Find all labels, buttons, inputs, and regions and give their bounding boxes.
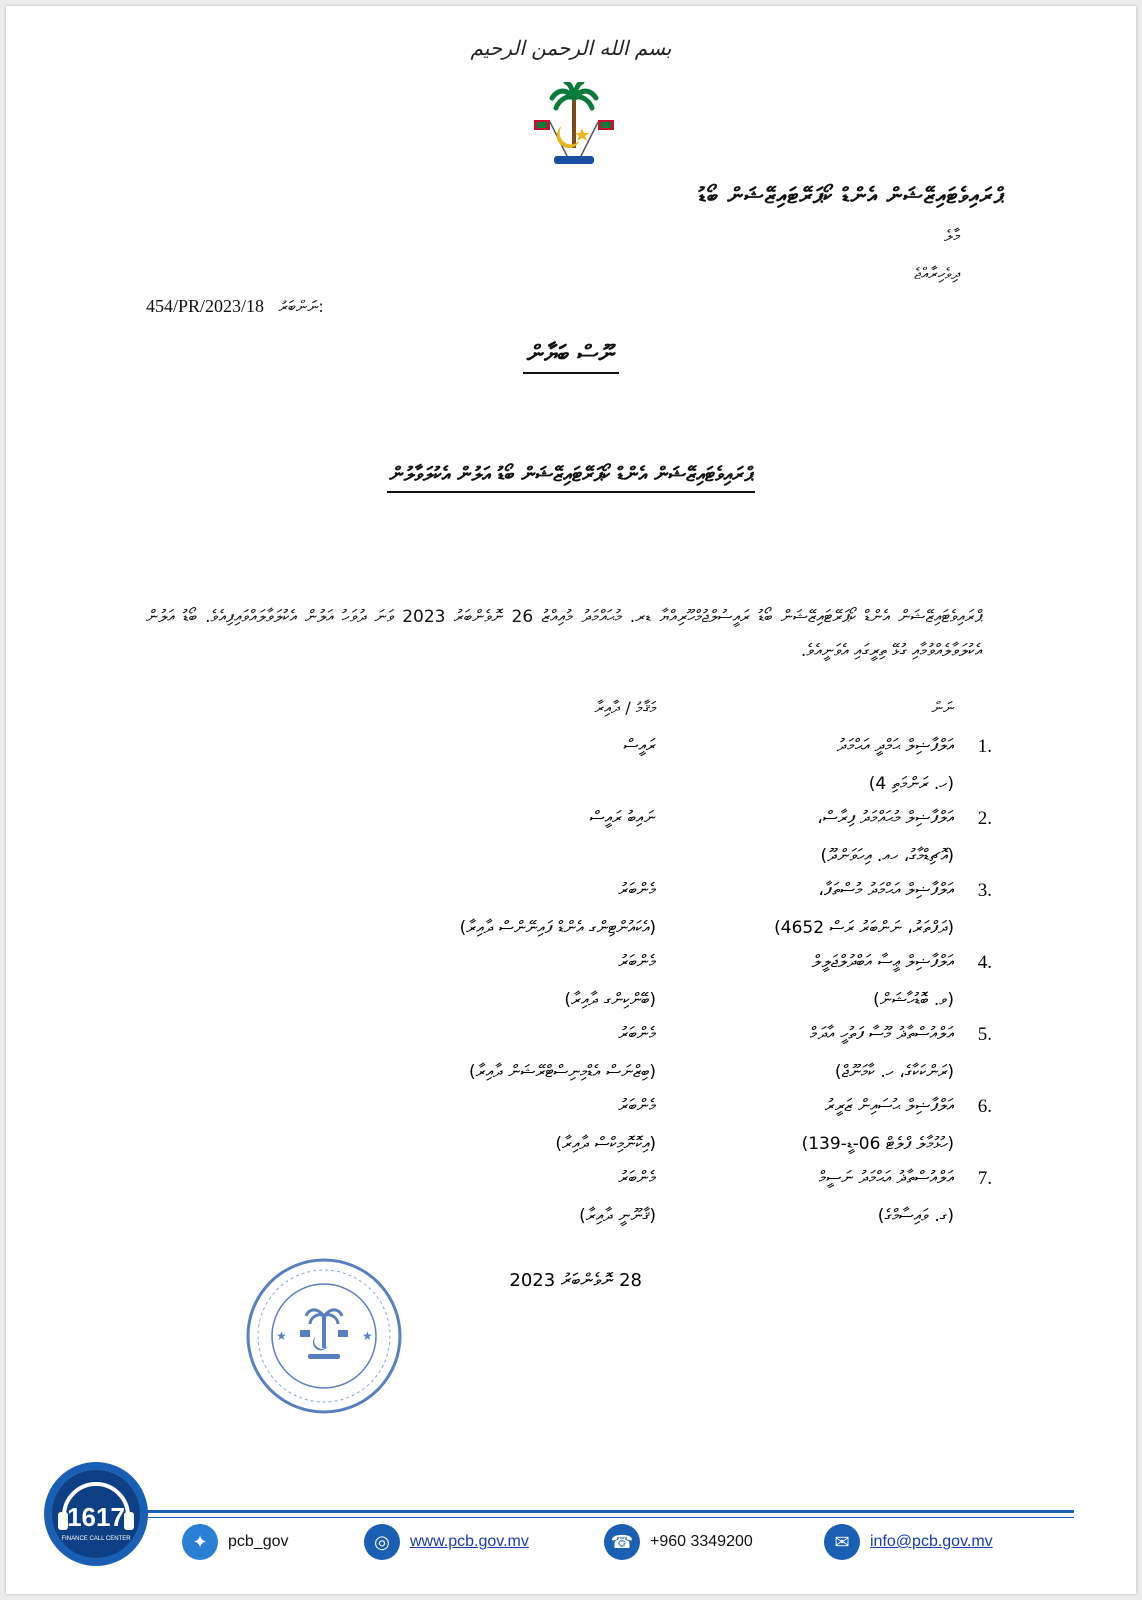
svg-text:★: ★ xyxy=(276,1329,287,1343)
member-field: (ބޭންކިންގ ދާއިރާ) xyxy=(564,990,656,1010)
state-emblem-icon xyxy=(526,82,622,172)
footer-divider-thin xyxy=(146,1517,1074,1518)
member-field: (ބިޒްނަސް އެޑްމިނިސްޓްރޭޝަން ދާއިރާ) xyxy=(468,1062,656,1082)
member-address: (ހުޅުމާލެ ފްލެޓް 06-ޑީ-139) xyxy=(801,1134,954,1154)
member-position: މެންބަރު xyxy=(618,1024,656,1044)
footer-divider xyxy=(146,1510,1074,1513)
organization-name: ޕްރައިވެޓައިޒޭޝަން އެންޑް ކޯޕަރޭޓައިޒޭޝަން ބޯޑު xyxy=(698,184,1004,209)
member-position: މެންބަރު xyxy=(618,880,656,900)
member-name: އަލްފާޟިލް މުޙައްމަދު ފިރާސް، xyxy=(817,808,954,828)
document-type xyxy=(6,340,1136,368)
document-type-label: ނޫސް ބަޔާން xyxy=(523,340,619,374)
member-number: 4. xyxy=(977,952,992,973)
member-address: (އޮޗިޑްމާގު، ހއ. އިހަވަންދޫ) xyxy=(820,846,954,866)
member-address: (ގ. ވައިސާމްގެ) xyxy=(877,1206,954,1226)
phone-number: +960 3349200 xyxy=(650,1533,753,1550)
member-number: 6. xyxy=(977,1096,992,1117)
reference-number-value: 454/PR/2023/18 xyxy=(146,296,265,316)
member-position: މެންބަރު xyxy=(618,952,656,972)
member-position: ނައިބު ރައީސް xyxy=(589,808,656,828)
document-page xyxy=(6,6,1136,1594)
website-link[interactable]: www.pcb.gov.mv xyxy=(410,1533,529,1550)
svg-text:★: ★ xyxy=(362,1329,373,1343)
column-header-position: މަޤާމު / ދާއިރާ xyxy=(594,698,656,717)
member-field: (އެކައުންޓިންގ އެންޑް ފައިނޭންސް ދާއިރާ) xyxy=(459,918,656,938)
document-subject-text: ޕްރައިވެޓައިޒޭޝަން އެންޑް ކޯޕަރޭޓައިޒޭޝަން ބޯޑު އަލުން އެކުލަވާލުން xyxy=(387,462,754,493)
official-seal-icon xyxy=(244,1256,404,1416)
member-position: ރައީސް xyxy=(623,736,656,756)
member-position: މެންބަރު xyxy=(618,1096,656,1116)
document-date: 28 ނޮވެންބަރު 2023 xyxy=(509,1270,642,1291)
country-name: ދިވެހިރާއްޖެ xyxy=(914,264,960,283)
member-number: 5. xyxy=(977,1024,992,1045)
basmala: بسم الله الرحمن الرحيم xyxy=(470,36,672,60)
twitter-contact[interactable] xyxy=(182,1524,289,1560)
reference-number-label: ނަންބަރު: xyxy=(278,297,324,316)
twitter-icon: ✦ xyxy=(182,1524,218,1560)
phone-icon: ☎ xyxy=(604,1524,640,1560)
call-center-label: FINANCE CALL CENTER xyxy=(61,1536,131,1542)
member-number: 3. xyxy=(977,880,992,901)
twitter-handle: pcb_gov xyxy=(228,1533,289,1550)
reference-number xyxy=(146,296,324,317)
member-address: (ދަފްތަރު، ނަންބަރު ރަސް 4652) xyxy=(774,918,954,938)
member-field: (ޤާނޫނީ ދާއިރާ) xyxy=(579,1206,656,1226)
member-name: އަލްފާޟިލް ޙުސައިން ޒަރީރު xyxy=(824,1096,954,1116)
email-contact[interactable] xyxy=(824,1524,993,1560)
phone-contact[interactable] xyxy=(604,1524,753,1560)
email-link[interactable]: info@pcb.gov.mv xyxy=(870,1533,993,1550)
member-name: އަލްފާޟިލް އަޙްމަދު މުސްތަފާ، xyxy=(818,880,954,900)
member-name: އަލްފާޟިލް ޙަމްދީ އަޙްމަދު xyxy=(836,736,954,756)
member-field: (އިކޮނޮމިކްސް ދާއިރާ) xyxy=(555,1134,656,1154)
member-number: 7. xyxy=(977,1168,992,1189)
member-address: (ހ. ރަންމަތި 4) xyxy=(868,774,954,794)
member-name: އަލްފާޟިލް ޢީސާ އަބްދުލްޖަލީލް xyxy=(811,952,954,972)
email-icon: ✉ xyxy=(824,1524,860,1560)
member-name: އަލްއުސްތާޛު އަޙްމަދު ނަސީމް xyxy=(818,1168,954,1188)
globe-icon: ◎ xyxy=(364,1524,400,1560)
member-position: މެންބަރު xyxy=(618,1168,656,1188)
column-header-name: ނަން xyxy=(931,698,954,717)
website-contact[interactable] xyxy=(364,1524,529,1560)
document-subject xyxy=(6,462,1136,486)
member-address: (ރަންކަކާގެ، ހ. ކާމަނޫޖް) xyxy=(834,1062,954,1082)
city-name: މާލެ xyxy=(944,226,960,245)
member-number: 2. xyxy=(977,808,992,829)
call-center-number: 1617 xyxy=(67,1502,125,1532)
member-number: 1. xyxy=(977,736,992,757)
member-name: އަލްއުސްތާޛު މޫސާ ފަތުހީ އާދަމް xyxy=(809,1024,954,1044)
call-center-logo-icon xyxy=(42,1460,150,1568)
body-paragraph: ޕްރައިވެޓައިޒޭޝަން އެންޑް ކޯޕަރޭޓައިޒޭޝަން ބޯޑު ރައީސުލްޖުމްހޫރިއްޔާ ޑރ. މުޙައްމަދު މުއިއްޒު 26 ނޮވެންބަރު 2023 ވަނަ ދުވަހު އަލުން އެކުލަވާލައްވައިފިއެވެ. ބޯޑު އަލުން އެކުލަވާލެއްވުމާއި ގުޅޭ ތިރީގައި އެވަނީއެވެ. xyxy=(146,607,982,661)
member-address: (ވ. ބޮޑުހާޝަން) xyxy=(873,990,954,1010)
